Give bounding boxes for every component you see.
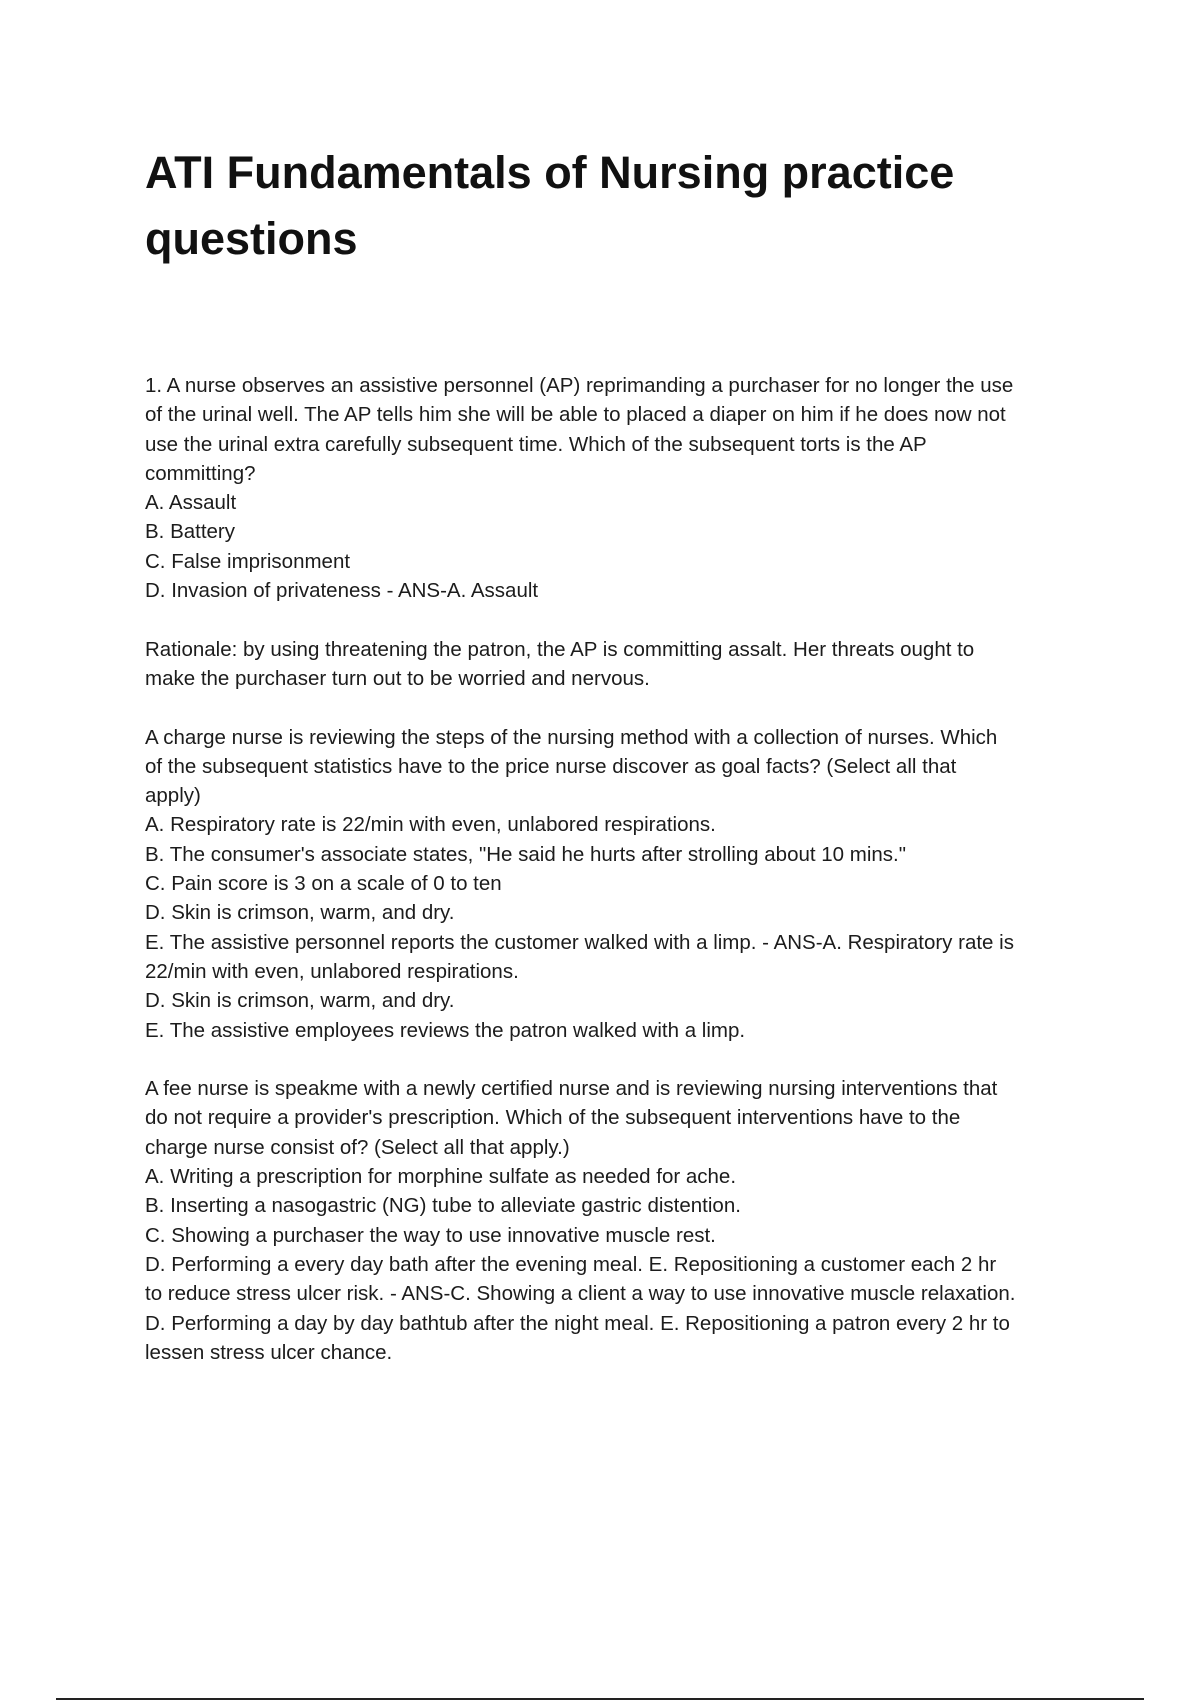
answer-option: C. Pain score is 3 on a scale of 0 to ten	[145, 872, 502, 896]
text-line: Rationale: by using threatening the patron, the AP is committing assalt. Her threats ought to	[145, 637, 975, 661]
answer-option: B. Battery	[145, 520, 236, 544]
question-2	[145, 723, 1095, 1045]
text-line: charge nurse consist of? (Select all that apply.)	[145, 1135, 570, 1159]
question-1	[145, 371, 1095, 605]
answer-option: B. Inserting a nasogastric (NG) tube to alleviate gastric distention.	[145, 1194, 741, 1218]
paragraph-gap	[145, 1045, 1095, 1074]
text-line: 1. A nurse observes an assistive personnel (AP) reprimanding a purchaser for no longer the use	[145, 374, 1014, 397]
answer-option: D. Skin is crimson, warm, and dry.	[145, 989, 455, 1013]
text-line: A charge nurse is reviewing the steps of the nursing method with a collection of nurses. Which	[145, 725, 998, 749]
text-line: lessen stress ulcer chance.	[145, 1340, 393, 1364]
answer-option: B. The consumer's associate states, "He said he hurts after strolling about 10 mins."	[145, 842, 907, 866]
title-line: questions	[145, 213, 358, 264]
paragraph-gap	[145, 693, 1095, 722]
text-line: apply)	[145, 784, 201, 808]
text-line: do not require a provider's prescription. Which of the subsequent interventions have to the	[145, 1106, 961, 1130]
paragraph-gap	[145, 605, 1095, 634]
answer-option: E. The assistive employees reviews the patron walked with a limp.	[145, 1018, 746, 1042]
text-line: to reduce stress ulcer risk. - ANS-C. Showing a client a way to use innovative muscle relaxation.	[145, 1282, 1016, 1306]
answer-option: D. Performing a every day bath after the evening meal. E. Repositioning a customer each 2 hr	[145, 1252, 997, 1276]
answer-option: E. The assistive personnel reports the customer walked with a limp. - ANS-A. Respiratory rate is	[145, 930, 1014, 954]
text-line: use the urinal extra carefully subsequent time. Which of the subsequent torts is the AP	[145, 432, 927, 456]
text-line: of the urinal well. The AP tells him she will be able to placed a diaper on him if he does now not	[145, 403, 1006, 427]
answer-option: D. Performing a day by day bathtub after the night meal. E. Repositioning a patron every 2 hr to	[145, 1311, 1010, 1335]
answer-option: A. Assault	[145, 491, 237, 515]
text-line: 22/min with even, unlabored respirations.	[145, 959, 519, 983]
answer-option: C. Showing a purchaser the way to use innovative muscle rest.	[145, 1223, 716, 1247]
document-body	[145, 371, 1095, 1367]
rationale-1	[145, 635, 1095, 694]
answer-option: D. Invasion of privateness - ANS-A. Assault	[145, 579, 539, 603]
answer-option: C. False imprisonment	[145, 549, 351, 573]
title-line: ATI Fundamentals of Nursing practice	[145, 147, 955, 198]
text-line: committing?	[145, 461, 256, 485]
answer-option: A. Respiratory rate is 22/min with even, unlabored respirations.	[145, 813, 716, 837]
text-line: of the subsequent statistics have to the price nurse discover as goal facts? (Select all that	[145, 754, 957, 778]
page-title	[145, 140, 1045, 272]
answer-option: A. Writing a prescription for morphine sulfate as needed for ache.	[145, 1165, 737, 1189]
text-line: make the purchaser turn out to be worried and nervous.	[145, 666, 650, 690]
question-3	[145, 1074, 1095, 1367]
text-line: A fee nurse is speakme with a newly certified nurse and is reviewing nursing interventions that	[145, 1077, 998, 1101]
answer-option: D. Skin is crimson, warm, and dry.	[145, 901, 455, 925]
